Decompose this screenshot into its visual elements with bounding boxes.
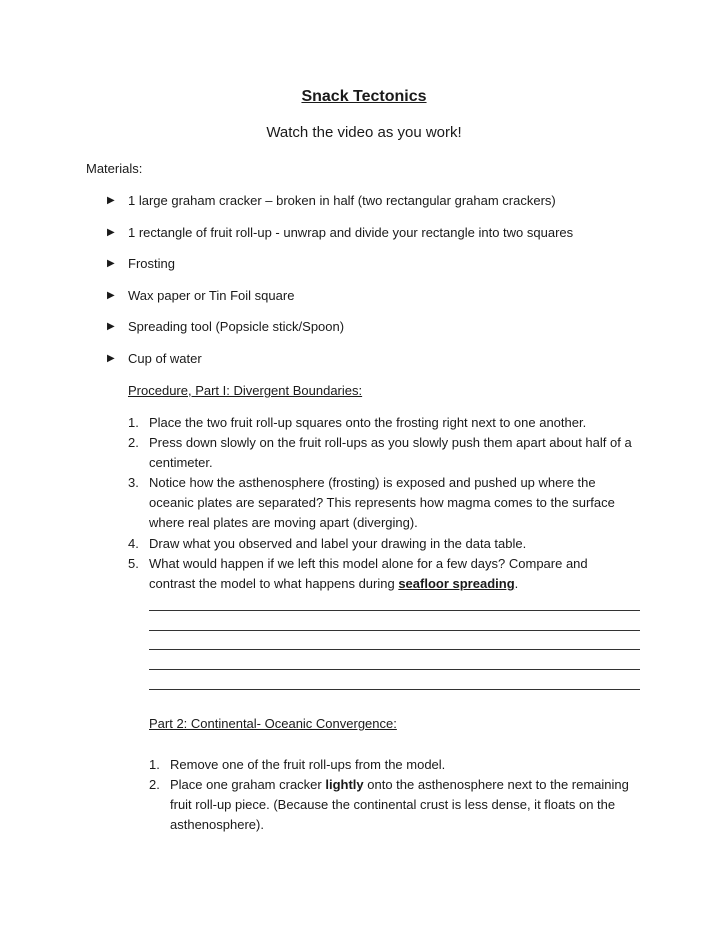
emphasis-seafloor-spreading: seafloor spreading — [398, 576, 515, 591]
answer-line[interactable] — [149, 669, 640, 670]
step-number: 1. — [149, 757, 160, 772]
bullet-icon: ▶ — [107, 353, 115, 364]
answer-line[interactable] — [149, 610, 640, 611]
step-text: Place one graham cracker lightly onto the asthenosphere next to the remaining fruit roll-up piece. (Because the continental crust is less dense, it floats on the asthenosphere). — [170, 777, 629, 832]
step-number: 5. — [128, 556, 139, 571]
bullet-icon: ▶ — [107, 195, 115, 206]
step-number: 2. — [128, 435, 139, 450]
material-item: Wax paper or Tin Foil square — [128, 288, 295, 303]
material-item: 1 large graham cracker – broken in half (two rectangular graham crackers) — [128, 193, 556, 208]
page-title: Snack Tectonics — [301, 88, 427, 105]
step-text: Place the two fruit roll-up squares onto the frosting right next to one another. — [149, 415, 587, 430]
step-number: 4. — [128, 536, 139, 551]
materials-label: Materials: — [86, 161, 143, 176]
bullet-icon: ▶ — [107, 290, 115, 301]
answer-line[interactable] — [149, 630, 640, 631]
step-text: Draw what you observed and label your drawing in the data table. — [149, 536, 527, 551]
answer-line[interactable] — [149, 689, 640, 690]
step-number: 1. — [128, 415, 139, 430]
material-item: Cup of water — [128, 351, 202, 366]
step-text: Notice how the asthenosphere (frosting) is exposed and pushed up where the oceanic plates are separated? This represents how magma comes to the surface where real plates are moving apart (diverging). — [149, 475, 615, 530]
step-text: What would happen if we left this model alone for a few days? Compare and contrast the model to what happens during seafloor spreading. — [149, 556, 588, 591]
bullet-icon: ▶ — [107, 258, 115, 269]
part1-heading: Procedure, Part I: Divergent Boundaries: — [128, 383, 363, 398]
subtitle: Watch the video as you work! — [266, 124, 462, 141]
material-item: Frosting — [128, 256, 175, 271]
emphasis-lightly: lightly — [325, 777, 364, 792]
bullet-icon: ▶ — [107, 227, 115, 238]
step-number: 3. — [128, 475, 139, 490]
step-text: Press down slowly on the fruit roll-ups as you slowly push them apart about half of a centimeter. — [149, 435, 632, 470]
step-text: Remove one of the fruit roll-ups from the model. — [170, 757, 446, 772]
answer-line[interactable] — [149, 649, 640, 650]
material-item: Spreading tool (Popsicle stick/Spoon) — [128, 319, 345, 334]
bullet-icon: ▶ — [107, 321, 115, 332]
material-item: 1 rectangle of fruit roll-up - unwrap and divide your rectangle into two squares — [128, 225, 574, 240]
step-number: 2. — [149, 777, 160, 792]
part2-heading: Part 2: Continental- Oceanic Convergence: — [149, 716, 397, 731]
